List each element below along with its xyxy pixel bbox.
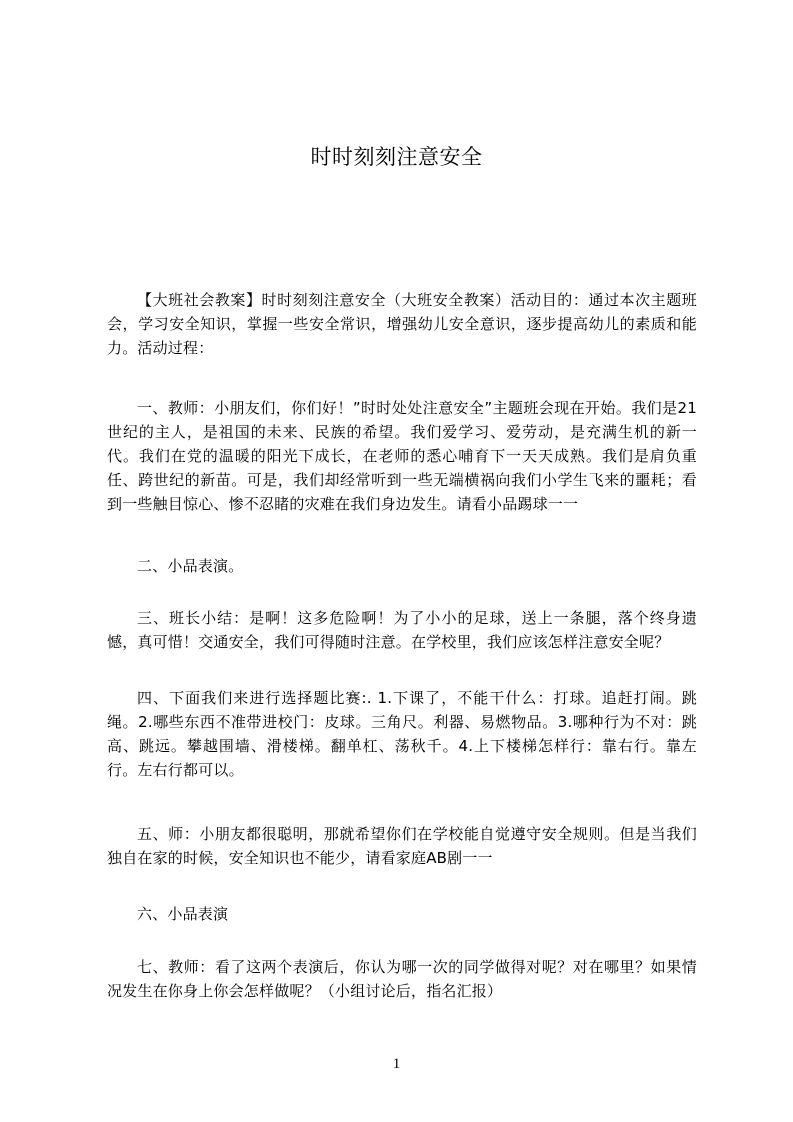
paragraph-intro: 【大班社会教案】时时刻刻注意安全（大班安全教案）活动目的：通过本次主题班会，学习安全知识，掌握一些安全常识，增强幼儿安全意识，逐步提高幼儿的素质和能力。活动过程： <box>107 291 697 357</box>
paragraph-section-2: 二、小品表演。 <box>137 557 244 575</box>
page-number: 1 <box>392 1056 401 1072</box>
paragraph-section-5: 五、师：小朋友都很聪明，那就希望你们在学校能自觉遵守安全规则。但是当我们独自在家的时候，安全知识也不能少，请看家庭AB剧一一 <box>107 825 697 867</box>
paragraph-section-7: 七、教师：看了这两个表演后，你认为哪一次的同学做得对呢？对在哪里？如果情况发生在你身上你会怎样做呢？（小组讨论后，指名汇报） <box>107 958 697 1000</box>
paragraph-section-4: 四、下面我们来进行选择题比赛:. 1.下课了，不能干什么：打球。追赶打闹。跳绳。2.哪些东西不准带进校门：皮球。三角尺。利器、易燃物品。3.哪种行为不对：跳高、跳远。攀越围墙、滑楼梯。翻单杠、荡秋千。4.上下楼梯怎样行：靠右行。靠左行。左右行都可以。 <box>107 689 697 779</box>
document-title: 时时刻刻注意安全 <box>310 145 483 169</box>
paragraph-section-3: 三、班长小结：是啊！这多危险啊！为了小小的足球，送上一条腿，落个终身遗憾，真可惜！交通安全，我们可得随时注意。在学校里，我们应该怎样注意安全呢？ <box>107 609 697 651</box>
paragraph-section-1: 一、教师：小朋友们，你们好！”时时处处注意安全”主题班会现在开始。我们是21世纪的主人，是祖国的未来、民族的希望。我们爱学习、爱劳动，是充满生机的新一代。我们在党的温暖的阳光下成长，在老师的悉心哺育下一天天成熟。我们是肩负重任、跨世纪的新苗。可是，我们却经常听到一些无端横祸向我们小学生飞来的噩耗；看到一些触目惊心、惨不忍睹的灾难在我们身边发生。请看小品踢球一一 <box>107 399 697 513</box>
paragraph-section-6: 六、小品表演 <box>137 905 229 923</box>
